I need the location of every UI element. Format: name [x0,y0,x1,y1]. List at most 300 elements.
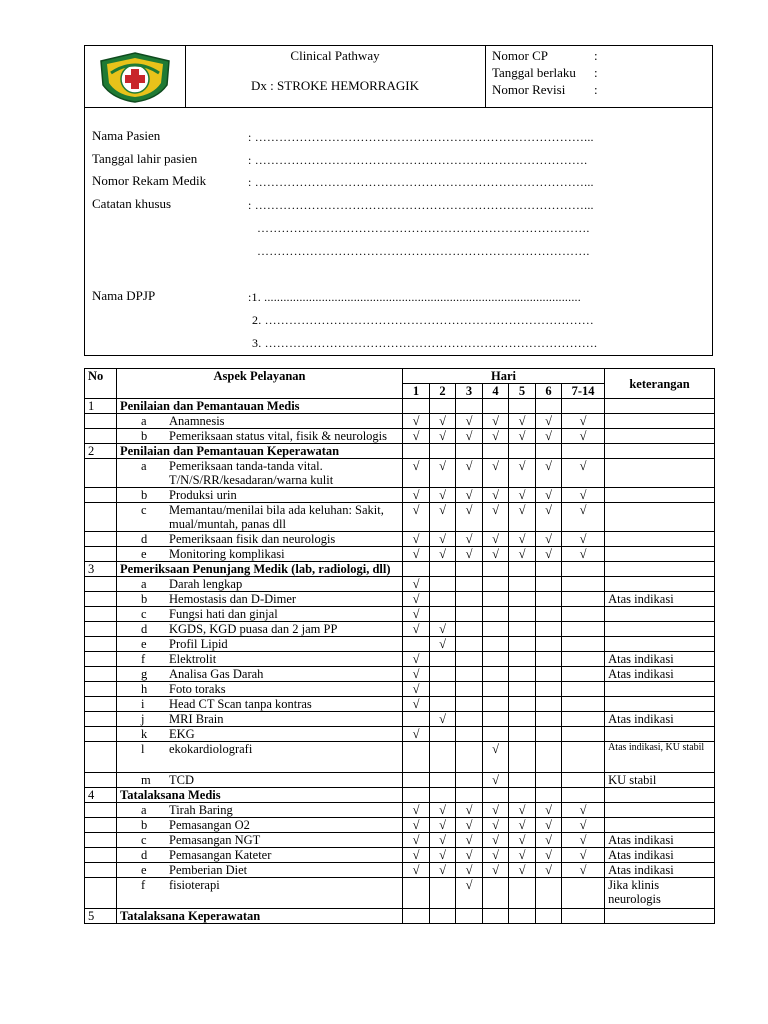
cell-keterangan [605,562,715,577]
check-cell [456,577,483,592]
check-cell: √ [456,429,483,444]
check-cell: √ [456,414,483,429]
check-cell: √ [562,488,605,503]
cell-no [85,592,117,607]
cell-no [85,803,117,818]
cell-keterangan [605,607,715,622]
check-cell [483,622,509,637]
check-cell: √ [536,863,562,878]
check-cell: √ [430,863,456,878]
item-letter: b [141,429,148,443]
item-letter: l [141,742,145,756]
check-cell [536,773,562,788]
check-cell [536,399,562,414]
check-cell: √ [562,863,605,878]
check-cell [483,562,509,577]
item-text: Monitoring komplikasi [169,547,285,561]
item-letter: b [141,488,148,502]
table-row [85,863,715,878]
cell-no [85,667,117,682]
check-cell [403,562,430,577]
section-row [85,399,715,414]
table-row [85,622,715,637]
check-cell [509,577,536,592]
check-cell [509,878,536,909]
check-cell [403,637,430,652]
section-row [85,909,715,924]
cell-aspek [117,652,403,667]
item-text: fisioterapi [169,878,220,892]
check-cell [430,652,456,667]
check-cell [536,577,562,592]
cell-no [85,818,117,833]
check-cell: √ [536,459,562,488]
cell-no [85,637,117,652]
check-cell [430,399,456,414]
check-cell [536,697,562,712]
check-cell [456,667,483,682]
check-cell: √ [456,547,483,562]
section-title: Tatalaksana Keperawatan [117,909,403,924]
check-cell: √ [483,459,509,488]
check-cell: √ [509,863,536,878]
check-cell [430,742,456,773]
item-letter: f [141,878,146,892]
check-cell: √ [509,848,536,863]
table-row [85,712,715,727]
check-cell [456,622,483,637]
cell-aspek [117,712,403,727]
day-header: 7-14 [562,384,605,399]
check-cell: √ [403,607,430,622]
table-row [85,592,715,607]
cell-keterangan [605,909,715,924]
cell-no [85,429,117,444]
item-text: Foto toraks [169,682,226,696]
check-cell: √ [403,547,430,562]
item-letter: j [141,712,145,726]
check-cell: √ [483,848,509,863]
check-cell [562,444,605,459]
item-text: TCD [169,773,194,787]
meta-nomor-cp [492,48,598,64]
cell-no [85,577,117,592]
item-text: Profil Lipid [169,637,228,651]
check-cell [403,909,430,924]
day-header: 4 [483,384,509,399]
check-cell [483,592,509,607]
check-cell [536,652,562,667]
check-cell [483,444,509,459]
check-cell [403,878,430,909]
check-cell [430,592,456,607]
table-row [85,429,715,444]
cell-no [85,503,117,532]
check-cell [483,712,509,727]
check-cell [430,607,456,622]
cell-aspek [117,863,403,878]
check-cell: √ [536,803,562,818]
check-cell [483,577,509,592]
check-cell [430,773,456,788]
check-cell [562,773,605,788]
check-cell: √ [430,547,456,562]
check-cell: √ [562,833,605,848]
check-cell: √ [562,459,605,488]
meta-label: Nomor Revisi [492,82,566,97]
label-nama-dpjp: Nama DPJP [92,288,156,303]
cell-keterangan [605,414,715,429]
check-cell: √ [536,503,562,532]
cell-keterangan [605,399,715,414]
check-cell [562,607,605,622]
cell-no [85,414,117,429]
check-cell [483,682,509,697]
check-cell [509,667,536,682]
label-tanggal-lahir: Tanggal lahir pasien [92,151,198,166]
section-row [85,562,715,577]
check-cell [509,742,536,773]
cell-keterangan [605,532,715,547]
item-letter: e [141,547,147,561]
check-cell [483,727,509,742]
item-text: Pemeriksaan tanda-tanda vital. T/N/S/RR/kesadaran/warna kulit [169,459,334,487]
check-cell: √ [509,532,536,547]
check-cell [430,909,456,924]
cell-no [85,607,117,622]
check-cell [430,682,456,697]
check-cell: √ [536,833,562,848]
cell-keterangan: Atas indikasi [605,592,715,607]
item-text: MRI Brain [169,712,224,726]
check-cell [430,878,456,909]
diagnosis: Dx : STROKE HEMORRAGIK [251,78,419,93]
cell-aspek [117,727,403,742]
section-title: Penilaian dan Pemantauan Keperawatan [117,444,403,459]
check-cell [483,697,509,712]
cell-aspek [117,592,403,607]
check-cell: √ [403,622,430,637]
check-cell [456,712,483,727]
check-cell [456,637,483,652]
meta-tanggal-berlaku [492,65,598,81]
check-cell: √ [430,622,456,637]
table-row [85,697,715,712]
item-text: Tirah Baring [169,803,233,817]
check-cell [483,652,509,667]
item-letter: a [141,414,147,428]
check-cell: √ [509,818,536,833]
item-letter: d [141,532,148,546]
check-cell [403,712,430,727]
section-title: Penilaian dan Pemantauan Medis [117,399,403,414]
cell-keterangan [605,727,715,742]
check-cell [509,773,536,788]
check-cell: √ [456,532,483,547]
check-cell: √ [403,818,430,833]
section-row [85,788,715,803]
check-cell [509,697,536,712]
table-row [85,833,715,848]
cell-keterangan [605,622,715,637]
cell-no [85,848,117,863]
check-cell: √ [403,488,430,503]
check-cell [562,637,605,652]
check-cell: √ [509,459,536,488]
check-cell: √ [403,803,430,818]
meta-colon: : [594,48,598,63]
check-cell [536,444,562,459]
check-cell [562,788,605,803]
check-cell [536,742,562,773]
check-cell: √ [536,532,562,547]
cell-keterangan: Atas indikasi [605,848,715,863]
check-cell [403,788,430,803]
check-cell [430,577,456,592]
item-letter: m [141,773,151,787]
cell-keterangan [605,459,715,488]
check-cell [509,607,536,622]
check-cell [456,607,483,622]
check-cell [562,878,605,909]
item-text: Fungsi hati dan ginjal [169,607,278,621]
cell-aspek [117,503,403,532]
field-dpjp-2[interactable]: 2. ……………………………………………………………………… [252,313,594,327]
cell-no: 3 [85,562,117,577]
check-cell [430,562,456,577]
check-cell [536,667,562,682]
check-cell: √ [456,503,483,532]
field-catatan-line-3[interactable]: ………………………………………………………………………. [257,244,590,258]
section-title: Pemeriksaan Penunjang Medik (lab, radiologi, dll) [117,562,403,577]
cell-no [85,547,117,562]
col-header-aspek: Aspek Pelayanan [117,369,403,399]
item-text: Hemostasis dan D-Dimer [169,592,297,606]
check-cell: √ [456,488,483,503]
check-cell [509,592,536,607]
cell-keterangan [605,818,715,833]
check-cell: √ [562,818,605,833]
table-row [85,773,715,788]
check-cell [562,742,605,773]
check-cell: √ [403,503,430,532]
item-text: Pemasangan O2 [169,818,250,832]
cell-no [85,863,117,878]
check-cell: √ [456,863,483,878]
cell-keterangan: KU stabil [605,773,715,788]
item-letter: h [141,682,148,696]
check-cell: √ [456,459,483,488]
item-text: KGDS, KGD puasa dan 2 jam PP [169,622,338,636]
check-cell [483,667,509,682]
check-cell [456,788,483,803]
check-cell: √ [562,547,605,562]
cell-aspek [117,532,403,547]
cell-no: 4 [85,788,117,803]
field-dpjp-1[interactable]: :1. ................................................................................................... [248,290,581,304]
check-cell: √ [456,878,483,909]
item-text: Darah lengkap [169,577,243,591]
check-cell: √ [562,803,605,818]
check-cell: √ [509,414,536,429]
cell-keterangan [605,788,715,803]
check-cell [509,788,536,803]
item-text: Pemberian Diet [169,863,248,877]
section-row [85,444,715,459]
check-cell [456,399,483,414]
table-row [85,667,715,682]
check-cell [430,788,456,803]
check-cell [509,909,536,924]
check-cell [456,727,483,742]
table-row [85,503,715,532]
meta-label: Tanggal berlaku [492,65,576,80]
check-cell [456,697,483,712]
item-letter: c [141,503,147,517]
check-cell: √ [483,503,509,532]
check-cell: √ [562,532,605,547]
check-cell [430,667,456,682]
table-row [85,532,715,547]
field-dpjp-3[interactable]: 3. ………………………………………………………………………. [252,336,598,350]
check-cell [562,682,605,697]
item-text: Memantau/menilai bila ada keluhan: Sakit, mual/muntah, panas dll [169,503,384,531]
check-cell: √ [403,429,430,444]
cell-no [85,622,117,637]
cell-aspek [117,622,403,637]
check-cell [536,712,562,727]
field-nomor-rekam-medik[interactable]: : ………………………………………………………………………... [248,175,594,189]
table-row [85,652,715,667]
cell-no [85,712,117,727]
check-cell [509,637,536,652]
check-cell [509,652,536,667]
check-cell [536,788,562,803]
check-cell: √ [403,652,430,667]
check-cell: √ [430,503,456,532]
cell-no [85,682,117,697]
cell-keterangan [605,547,715,562]
item-text: EKG [169,727,195,741]
check-cell: √ [403,727,430,742]
table-row [85,488,715,503]
cell-aspek [117,803,403,818]
table-row [85,803,715,818]
check-cell [562,399,605,414]
item-letter: a [141,577,147,591]
meta-colon: : [594,65,598,80]
meta-colon: : [594,82,598,97]
cell-keterangan: Atas indikasi [605,833,715,848]
check-cell [536,637,562,652]
cell-keterangan [605,503,715,532]
check-cell: √ [562,429,605,444]
field-catatan-khusus[interactable]: : ………………………………………………………………………... [248,198,594,212]
check-cell [562,909,605,924]
day-header: 2 [430,384,456,399]
check-cell [456,682,483,697]
item-letter: b [141,818,148,832]
cell-keterangan [605,697,715,712]
label-catatan-khusus: Catatan khusus [92,196,172,211]
check-cell [483,788,509,803]
check-cell: √ [483,547,509,562]
cell-keterangan: Atas indikasi [605,652,715,667]
check-cell: √ [456,833,483,848]
item-text: Pemasangan NGT [169,833,261,847]
cell-keterangan: Atas indikasi [605,667,715,682]
cell-no [85,459,117,488]
item-letter: c [141,607,147,621]
check-cell: √ [403,667,430,682]
check-cell: √ [562,414,605,429]
cell-no [85,532,117,547]
day-header: 5 [509,384,536,399]
check-cell [536,622,562,637]
table-row [85,547,715,562]
check-cell [536,607,562,622]
check-cell [430,444,456,459]
check-cell [509,712,536,727]
check-cell [562,562,605,577]
table-row [85,848,715,863]
field-tanggal-lahir[interactable]: : ………………………………………………………………………. [248,153,588,167]
table-row [85,818,715,833]
check-cell [456,562,483,577]
item-text: Anamnesis [169,414,225,428]
check-cell [536,909,562,924]
check-cell: √ [562,848,605,863]
cell-aspek [117,742,403,773]
table-row [85,414,715,429]
col-header-no: No [85,369,117,399]
day-header: 3 [456,384,483,399]
check-cell [430,697,456,712]
cell-aspek [117,637,403,652]
field-nama-pasien[interactable]: : ………………………………………………………………………... [248,130,594,144]
check-cell: √ [430,532,456,547]
item-text: Head CT Scan tanpa kontras [169,697,312,711]
check-cell [536,592,562,607]
check-cell [456,444,483,459]
cell-aspek [117,833,403,848]
cell-keterangan: Atas indikasi [605,712,715,727]
header-box [84,45,713,108]
check-cell [456,909,483,924]
table-row [85,878,715,909]
check-cell: √ [403,577,430,592]
check-cell: √ [536,848,562,863]
cell-no [85,833,117,848]
check-cell [536,727,562,742]
item-letter: k [141,727,148,741]
cell-aspek [117,429,403,444]
check-cell: √ [430,488,456,503]
cell-keterangan [605,637,715,652]
check-cell [536,682,562,697]
cell-no [85,878,117,909]
check-cell [562,697,605,712]
table-row [85,742,715,773]
cell-no [85,773,117,788]
header-divider [485,46,486,107]
cell-no [85,488,117,503]
cell-aspek [117,459,403,488]
cell-keterangan: Atas indikasi, KU stabil [605,742,715,773]
check-cell: √ [483,818,509,833]
check-cell: √ [403,682,430,697]
field-catatan-line-2[interactable]: ………………………………………………………………………. [257,221,590,235]
